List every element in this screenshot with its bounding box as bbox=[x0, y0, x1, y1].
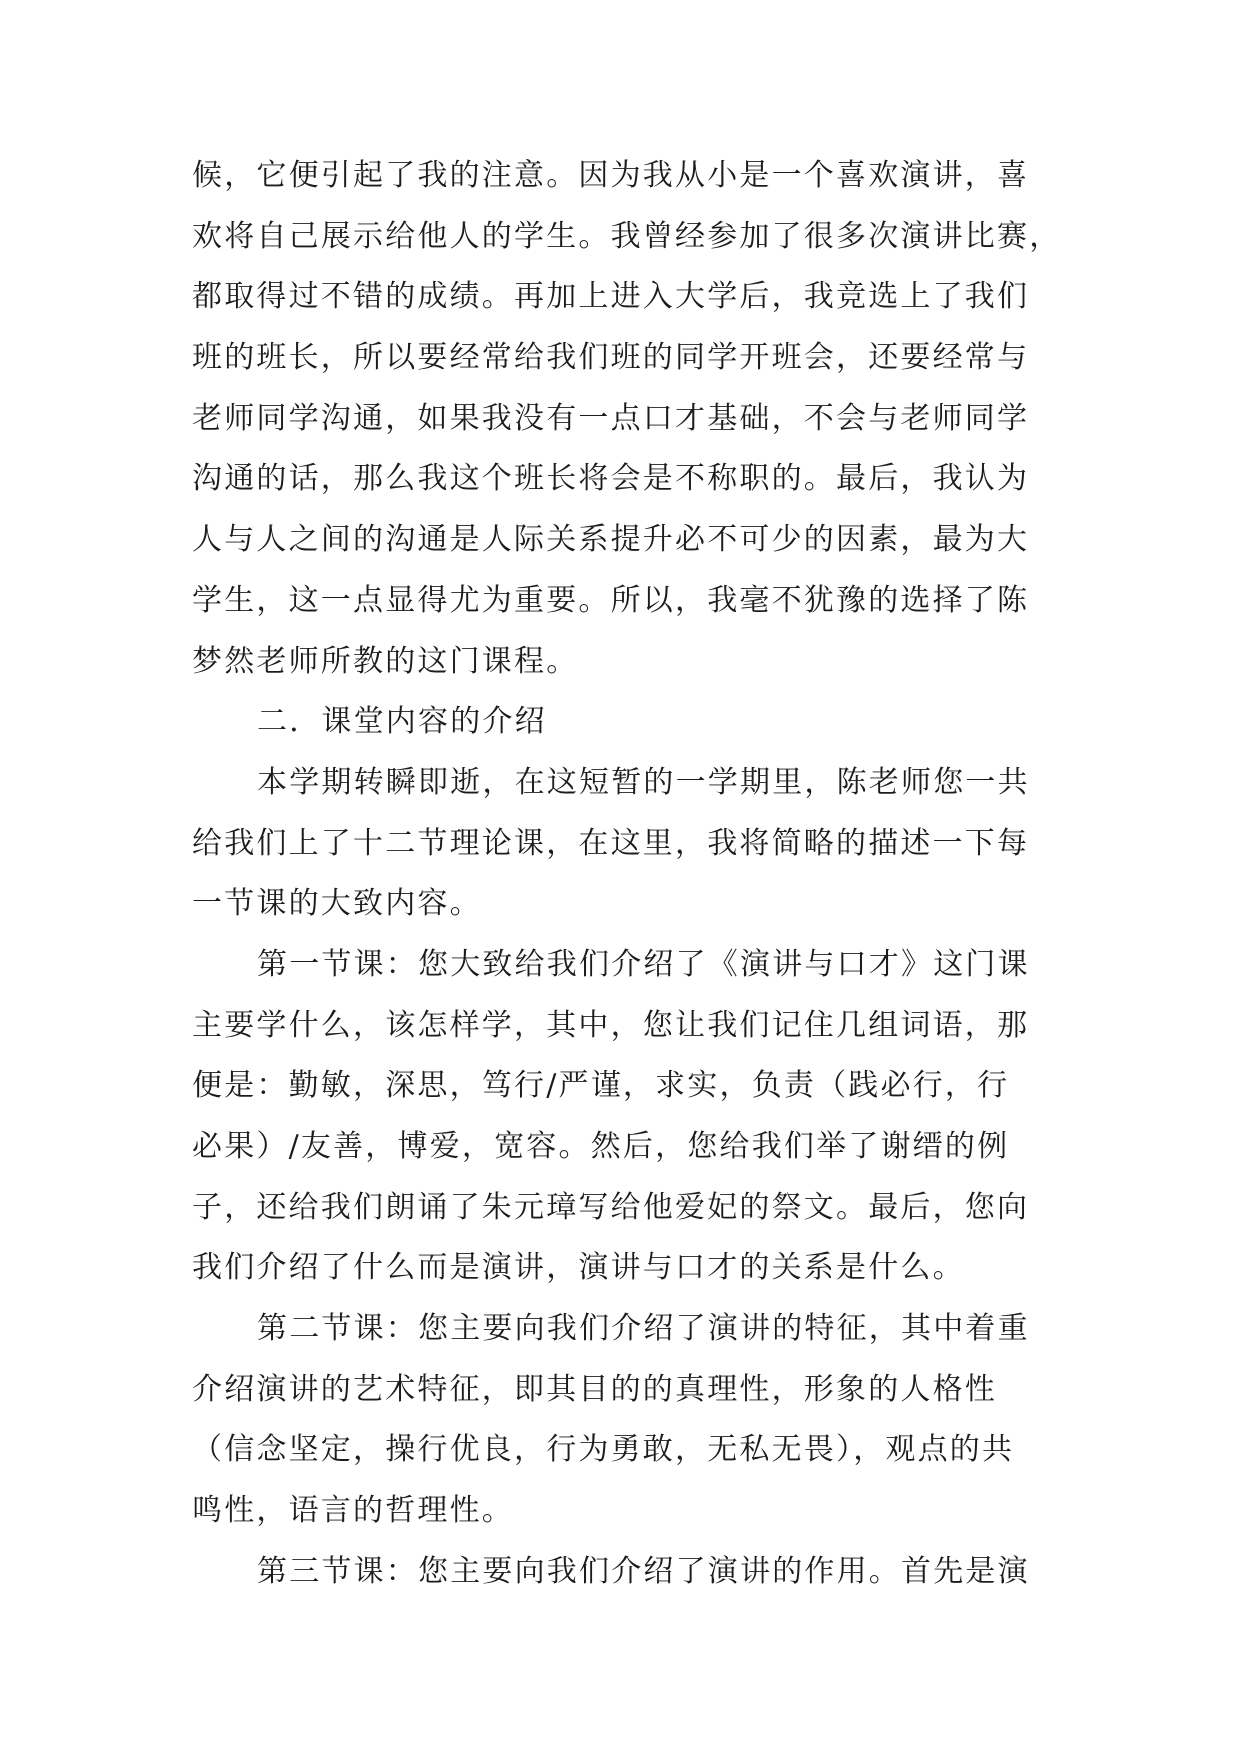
text-line: 主要学什么，该怎样学，其中，您让我们记住几组词语，那 bbox=[192, 1007, 1030, 1043]
text-line: 给我们上了十二节理论课，在这里，我将简略的描述一下每 bbox=[192, 825, 1030, 861]
text-line: 第一节课：您大致给我们介绍了《演讲与口才》这门课 bbox=[257, 946, 1030, 982]
text-line: 子，还给我们朗诵了朱元璋写给他爱妃的祭文。最后，您向 bbox=[192, 1189, 1030, 1225]
text-line: 第三节课：您主要向我们介绍了演讲的作用。首先是演 bbox=[257, 1553, 1030, 1589]
text-line: 学生，这一点显得尤为重要。所以，我毫不犹豫的选择了陈 bbox=[192, 582, 1030, 618]
text-line: 第二节课：您主要向我们介绍了演讲的特征，其中着重 bbox=[257, 1311, 1030, 1347]
text-line: 便是：勤敏，深思，笃行/严谨，求实，负责（践必行，行 bbox=[192, 1068, 1010, 1104]
text-line: 欢将自己展示给他人的学生。我曾经参加了很多次演讲比赛， bbox=[192, 218, 1062, 254]
text-line: 介绍演讲的艺术特征，即其目的的真理性，形象的人格性 bbox=[192, 1371, 997, 1407]
text-line: 必果）/友善，博爱，宽容。然后，您给我们举了谢缙的例 bbox=[192, 1129, 1010, 1164]
text-line: 老师同学沟通，如果我没有一点口才基础，不会与老师同学 bbox=[192, 400, 1030, 436]
text-line: 我们介绍了什么而是演讲，演讲与口才的关系是什么。 bbox=[192, 1250, 965, 1286]
document-body bbox=[192, 158, 1092, 1615]
text-line: 梦然老师所教的这门课程。 bbox=[192, 643, 579, 679]
text-line: 一节课的大致内容。 bbox=[192, 886, 482, 922]
section-heading: 二．课堂内容的介绍 bbox=[257, 704, 547, 740]
text-line: 本学期转瞬即逝，在这短暂的一学期里，陈老师您一共 bbox=[257, 764, 1030, 800]
text-line: 班的班长，所以要经常给我们班的同学开班会，还要经常与 bbox=[192, 340, 1030, 376]
text-line: 都取得过不错的成绩。再加上进入大学后，我竞选上了我们 bbox=[192, 279, 1030, 315]
text-line: 人与人之间的沟通是人际关系提升必不可少的因素，最为大 bbox=[192, 522, 1030, 558]
text-line: 候，它便引起了我的注意。因为我从小是一个喜欢演讲，喜 bbox=[192, 158, 1030, 193]
text-line: 沟通的话，那么我这个班长将会是不称职的。最后，我认为 bbox=[192, 461, 1030, 497]
text-line: （信念坚定，操行优良，行为勇敢，无私无畏），观点的共 bbox=[192, 1432, 1015, 1468]
text-line: 鸣性，语言的哲理性。 bbox=[192, 1493, 514, 1529]
